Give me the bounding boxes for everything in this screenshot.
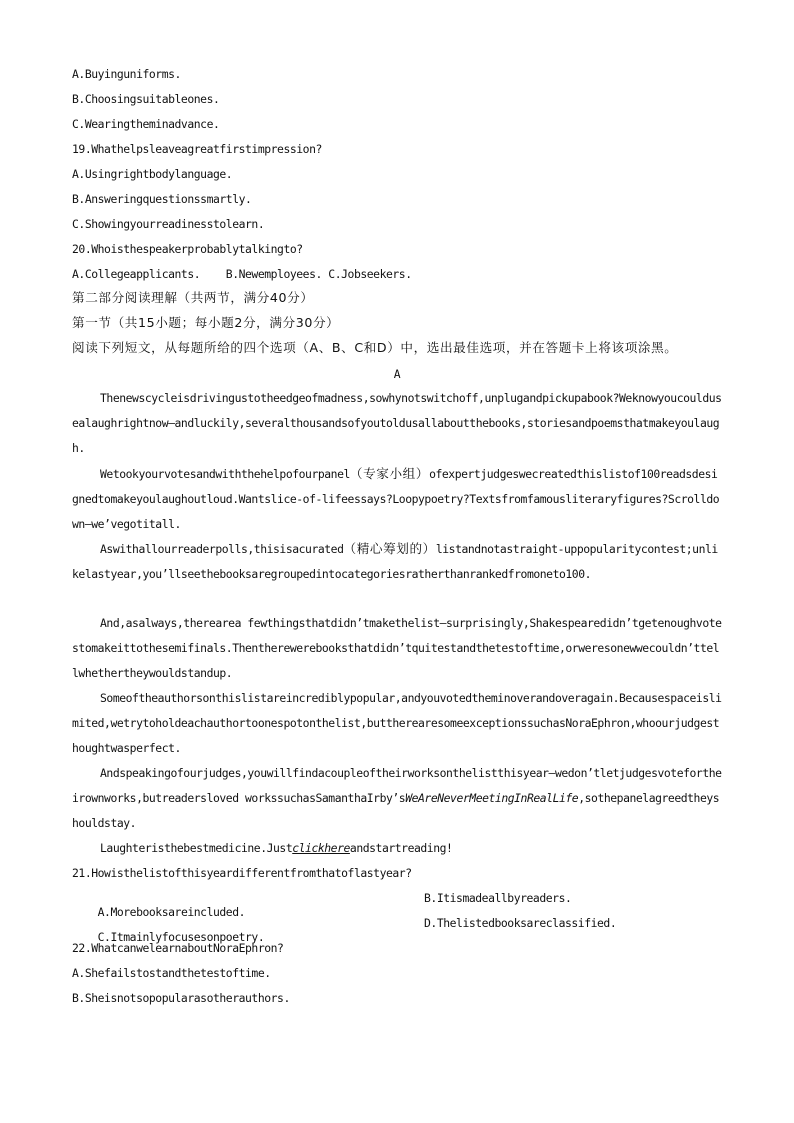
q21-option-c: C.Itmainlyfocusesonpoetry. bbox=[97, 930, 265, 944]
q19-option-c: C.Showingyourreadinesstolearn. bbox=[72, 217, 265, 231]
passage-paragraph-4: And,asalways,therearea fewthingsthatdidn’tmakethelist—surprisingly,Shakespearedidn’tgetenoughvotestomakeittothesemifinals.Thentherewerebooksthatdidn’tquitestandthetestoftime,orweresonewwecouldn’ttellwhethertheywouldstandup. bbox=[72, 616, 722, 680]
q19-option-b: B.Answeringquestionssmartly. bbox=[72, 192, 252, 206]
paragraph-6-text-a: Andspeakingofourjudges,youwillfindacoupleoftheirworksonthelistthisyear—wedon’tletjudgesvotefortheirownworks,butreadersloved workssuchasSamanthaIrby’s bbox=[72, 766, 722, 805]
q21-stem: 21.Howisthelistofthisyeardifferentfromthatoflastyear? bbox=[72, 866, 412, 880]
q22-option-a: A.Shefailstostandthetestoftime. bbox=[72, 966, 271, 980]
q19-stem: 19.Whathelpsleaveagreatfirstimpression? bbox=[72, 142, 322, 156]
paragraph-2-annotation: （专家小组） bbox=[349, 466, 430, 481]
book-title: WeAreNeverMeetingInRealLife bbox=[405, 791, 579, 805]
section-instruction: 阅读下列短文，从每题所给的四个选项（A、B、C和D）中，选出最佳选项，并在答题卡上将该项涂黑。 bbox=[72, 340, 678, 355]
q18-option-b: B.Choosingsuitableones. bbox=[72, 92, 220, 106]
passage-paragraph-7 bbox=[72, 836, 722, 861]
passage-paragraph-6 bbox=[72, 761, 722, 836]
passage-paragraph-1: Thenewscycleisdrivingustotheedgeofmadness,sowhynotswitchoff,unplugandpickupabook?Weknowyoucouldusealaughrightnow—andluckily,severalthousandsofyoutoldusallaboutthebooks,storiesandpoemsthatmakeyoulaugh. bbox=[72, 391, 722, 455]
section-title: 第二部分阅读理解（共两节，满分40分） bbox=[72, 290, 314, 305]
q18-option-c: C.Wearingtheminadvance. bbox=[72, 117, 220, 131]
q20-stem: 20.Whoisthespeakerprobablytalkingto? bbox=[72, 242, 303, 256]
passage-letter: A bbox=[393, 367, 401, 381]
paragraph-3-text-a: Aswithallourreaderpolls,thisisacurated bbox=[100, 542, 344, 556]
passage-paragraph-3 bbox=[72, 536, 722, 587]
paragraph-6-text-b: ,sothepanelagreedtheyshouldstay. bbox=[72, 791, 720, 830]
paragraph-7-text-b: andstartreading! bbox=[349, 841, 453, 855]
paragraph-3-annotation: （精心筹划的） bbox=[343, 541, 436, 556]
paragraph-2-text-b: ofexpertjudgeswecreatedthislistof100readsdesignedtomakeyoulaughoutloud.Wantslice-of-lifeessays?Loopypoetry?Textsfromfamousliteraryfigures?Scrolldown—we’vegotitall. bbox=[72, 467, 720, 531]
click-here-link[interactable]: clickhere bbox=[292, 841, 350, 855]
paragraph-7-text-a: Laughteristhebestmedicine.Just bbox=[100, 841, 293, 855]
q21-option-d: D.Thelistedbooksareclassified. bbox=[424, 916, 617, 930]
q22-option-b: B.Sheisnotsopopularasotherauthors. bbox=[72, 991, 290, 1005]
q19-option-a: A.Usingrightbodylanguage. bbox=[72, 167, 233, 181]
paragraph-3-text-b: listandnotastraight-uppopularitycontest;unlikelastyear,you’llseethebooksaregroupedintocategoriesratherthanrankedfromoneto100. bbox=[72, 542, 718, 581]
q21-option-b: B.Itismadeallbyreaders. bbox=[424, 891, 572, 905]
passage-paragraph-5: Someoftheauthorsonthislistareincrediblypopular,andyouvotedtheminoverandoveragain.Becausespaceislimited,wetrytoholdeachauthortoonespotonthelist,buttherearesomeexceptionssuchasNoraEphron,whoourjudgesthoughtwasperfect. bbox=[72, 691, 722, 755]
q22-stem: 22.WhatcanwelearnaboutNoraEphron? bbox=[72, 941, 284, 955]
q20-options: A.Collegeapplicants. B.Newemployees. C.Jobseekers. bbox=[72, 267, 412, 281]
paragraph-2-text-a: Wetookyourvotesandwiththehelpofourpanel bbox=[100, 467, 350, 481]
q21-option-a: A.Morebooksareincluded. bbox=[97, 905, 246, 919]
section-subtitle: 第一节（共15小题；每小题2分，满分30分） bbox=[72, 315, 340, 330]
passage-paragraph-2 bbox=[72, 461, 722, 537]
q18-option-a: A.Buyinguniforms. bbox=[72, 67, 181, 81]
